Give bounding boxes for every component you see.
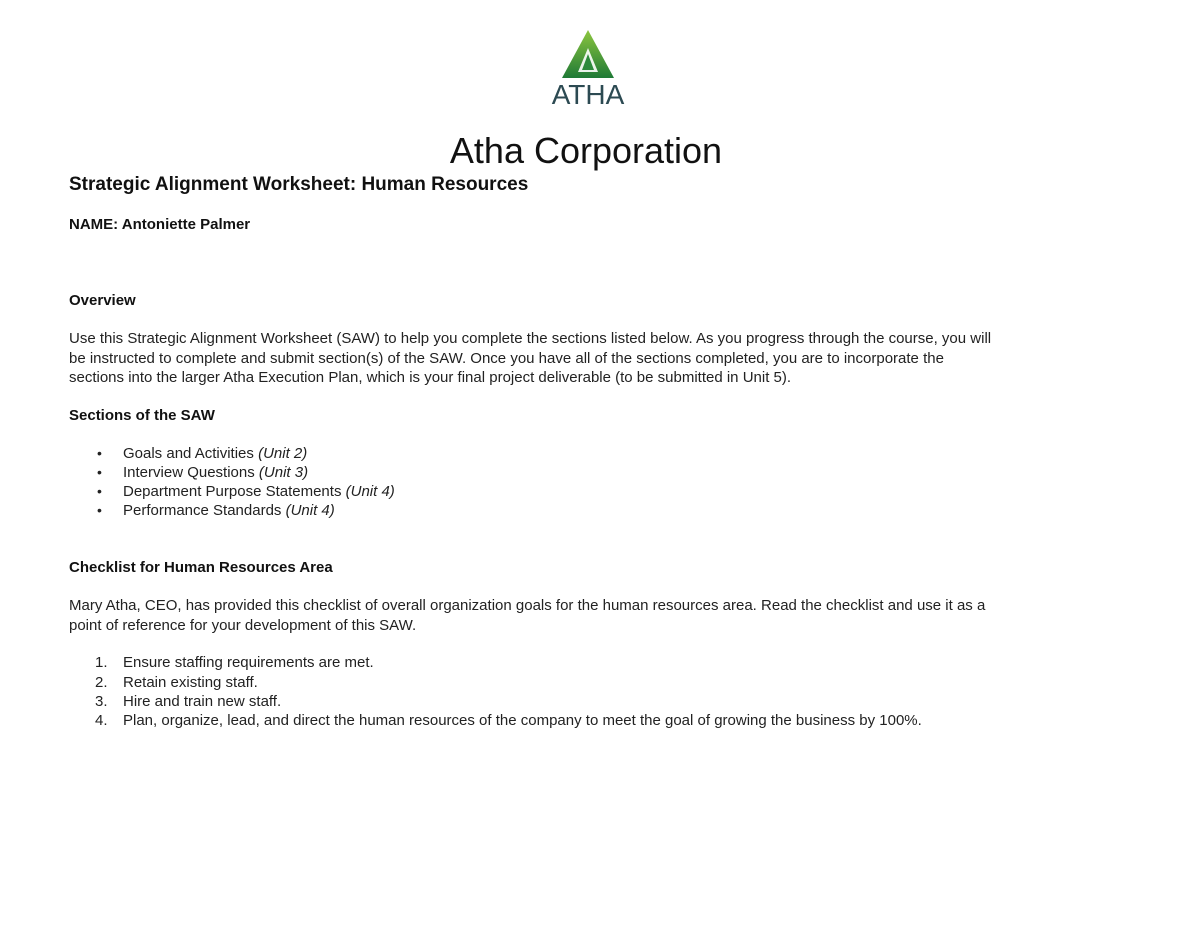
bullet-icon: • [97,463,102,480]
section-unit: (Unit 4) [345,482,395,500]
item-number: 2. [95,673,108,691]
checklist-line: Mary Atha, CEO, has provided this checklist of overall organization goals for the human resources area. Read the checklist and use it as a [69,597,986,615]
list-item [69,463,1109,482]
section-unit: (Unit 4) [285,502,335,520]
document-title: Strategic Alignment Worksheet: Human Resources [69,174,529,195]
overview-line: sections into the larger Atha Execution Plan, which is your final project deliverable (to be submitted in Unit 5). [69,369,792,386]
item-text: Plan, organize, lead, and direct the human resources of the company to meet the goal of growing the business by 100%. [123,711,922,729]
list-item [69,711,1109,730]
atha-logo [538,28,638,110]
sections-heading: Sections of the SAW [69,406,215,424]
item-number: 3. [95,692,108,710]
checklist-paragraph [69,596,1109,635]
logo-text: ATHA [551,79,625,110]
section-label: Goals and Activities [123,444,259,462]
sections-list [69,444,1109,521]
list-item [69,653,1109,672]
item-text: Retain existing staff. [123,673,258,691]
bullet-icon: • [97,482,102,499]
company-name: Atha Corporation [449,130,723,171]
checklist-line: point of reference for your development of this SAW. [69,616,417,634]
atha-logo-icon [538,28,638,110]
bullet-icon: • [97,444,102,461]
list-item [69,692,1109,711]
section-label: Interview Questions [123,463,259,481]
student-name: NAME: Antoniette Palmer [69,216,251,233]
overview-line: be instructed to complete and submit section(s) of the SAW. Once you have all of the sections completed, you are to incorporate the [69,349,944,367]
list-item [69,444,1109,463]
item-number: 4. [95,711,108,729]
document-body [69,172,1109,730]
overview-line: Use this Strategic Alignment Worksheet (SAW) to help you complete the sections listed below. As you progress through the course, you will [69,330,992,347]
checklist-list [69,653,1109,730]
overview-paragraph [69,329,1109,388]
section-unit: (Unit 2) [258,444,308,462]
section-label: Department Purpose Statements [123,482,346,500]
list-item [69,501,1109,520]
section-label: Performance Standards [123,502,286,520]
item-number: 1. [95,654,108,672]
section-unit: (Unit 3) [258,463,309,481]
item-text: Ensure staffing requirements are met. [123,654,374,672]
checklist-heading: Checklist for Human Resources Area [69,559,333,577]
list-item [69,673,1109,692]
list-item [69,482,1109,501]
item-text: Hire and train new staff. [123,692,282,710]
bullet-icon: • [97,502,102,519]
overview-heading: Overview [69,292,136,309]
